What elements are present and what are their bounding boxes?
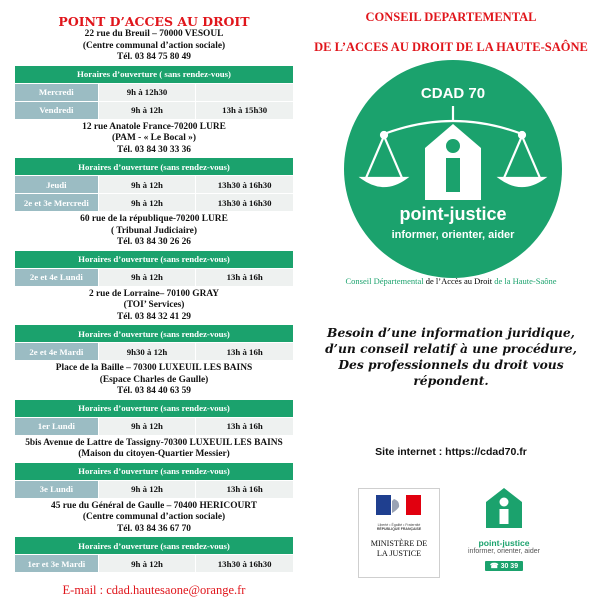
- hours-day: 2e et 4e Mardi: [15, 343, 99, 361]
- opening-hours-table: [14, 324, 294, 361]
- hours-day: 1er Lundi: [15, 417, 99, 435]
- hours-morning: 9h à 12h: [98, 480, 196, 498]
- caption-part2: de l’Accès au Droit: [423, 276, 495, 286]
- hours-row: [15, 176, 294, 194]
- office-block: [14, 214, 294, 287]
- email-contact[interactable]: E-mail : cdad.hautesaone@orange.fr: [62, 583, 246, 597]
- office-block: [14, 29, 294, 120]
- office-phone[interactable]: Tél. 03 84 36 67 70: [117, 523, 191, 534]
- office-address: 60 rue de la république-70200 LURE: [80, 214, 228, 224]
- office-venue: (TOI’ Services): [123, 300, 185, 310]
- hours-row: [15, 83, 294, 101]
- hours-morning: 9h à 12h: [98, 101, 196, 119]
- republic-name: RÉPUBLIQUE FRANÇAISE: [376, 527, 422, 531]
- office-phone[interactable]: Tél. 03 84 40 63 59: [117, 386, 191, 396]
- hours-header: Horaires d’ouverture (sans rendez-vous): [15, 250, 294, 268]
- hours-header: Horaires d’ouverture (sans rendez-vous): [15, 462, 294, 480]
- council-caption: [302, 276, 600, 286]
- hours-afternoon: 13h30 à 16h30: [196, 555, 294, 573]
- point-justice-small-logo: [444, 486, 564, 573]
- hours-row: [15, 555, 294, 573]
- office-address: 22 rue du Breuil – 70000 VESOUL: [84, 29, 224, 39]
- hours-header-row: [15, 250, 294, 268]
- hours-morning: 9h à 12h: [98, 194, 196, 212]
- office-block: [14, 438, 294, 499]
- ministry-name-line1: MINISTÈRE DE: [370, 539, 428, 548]
- tagline-line: Besoin d’une information juridique,: [327, 325, 575, 340]
- tagline-line: Des professionnels du droit vous: [338, 357, 564, 372]
- hours-header: Horaires d’ouverture (sans rendez-vous): [15, 325, 294, 343]
- hours-row: [15, 268, 294, 286]
- hours-day: Mercredi: [15, 83, 99, 101]
- hours-morning: 9h à 12h: [98, 176, 196, 194]
- office-address: 12 rue Anatole France-70200 LURE: [82, 121, 226, 132]
- hours-afternoon: 13h à 15h30: [196, 101, 294, 119]
- opening-hours-table: [14, 399, 294, 436]
- hours-row: [15, 480, 294, 498]
- hours-day: 2e et 4e Lundi: [15, 268, 99, 286]
- republic-motto: Liberté • Égalité • Fraternité: [377, 523, 421, 527]
- office-venue: (Centre communal d’action sociale): [82, 512, 226, 522]
- hours-afternoon: 13h à 16h: [196, 480, 294, 498]
- office-block: [14, 122, 294, 213]
- website-link[interactable]: Site internet : https://cdad70.fr: [375, 446, 527, 458]
- office-phone[interactable]: Tél. 03 84 75 80 49: [117, 52, 191, 62]
- hours-row: [15, 417, 294, 435]
- cdad-logo: [344, 60, 562, 278]
- opening-hours-table: [14, 536, 294, 573]
- hours-morning: 9h à 12h: [98, 417, 196, 435]
- office-address: 45 rue du Général de Gaulle – 70400 HERICOURT: [51, 500, 257, 511]
- opening-hours-table: [14, 250, 294, 287]
- council-title-line1: CONSEIL DEPARTEMENTAL: [365, 10, 537, 24]
- hours-afternoon: 13h à 16h: [196, 417, 294, 435]
- pj-brand: point-justice: [478, 538, 530, 548]
- office-phone[interactable]: Tél. 03 84 30 26 26: [117, 237, 191, 247]
- hours-header-row: [15, 325, 294, 343]
- office-venue: (Maison du citoyen-Quartier Messier): [78, 449, 230, 459]
- office-venue: (Centre communal d’action sociale): [82, 40, 226, 51]
- office-address: 2 rue de Lorraine– 70100 GRAY: [88, 288, 220, 299]
- hours-header-row: [15, 399, 294, 417]
- hours-day: Jeudi: [15, 176, 99, 194]
- hours-day: 2e et 3e Mercredi: [15, 194, 99, 212]
- caption-part1: Conseil Départemental: [345, 276, 424, 286]
- logo-slogan-text: informer, orienter, aider: [391, 229, 515, 241]
- tagline-line: d’un conseil relatif à une procédure,: [325, 341, 577, 356]
- opening-hours-table: [14, 65, 294, 120]
- office-block: [14, 501, 294, 574]
- marianne-flag-icon: [366, 495, 432, 523]
- hours-morning: 9h à 12h30: [98, 83, 196, 101]
- hours-header-row: [15, 65, 294, 83]
- offices-list: [14, 29, 294, 573]
- office-block: [14, 289, 294, 362]
- office-block: [14, 363, 294, 436]
- hours-header: Horaires d’ouverture (sans rendez-vous): [15, 537, 294, 555]
- hours-afternoon: 13h à 16h: [196, 268, 294, 286]
- hours-header: Horaires d’ouverture (sans rendez-vous): [15, 399, 294, 417]
- office-venue: (PAM - « Le Bocal »): [112, 133, 196, 143]
- hours-afternoon: [196, 83, 294, 101]
- office-address: 5bis Avenue de Lattre de Tassigny-70300 LUXEUIL LES BAINS: [25, 437, 283, 448]
- pj-phone-badge[interactable]: [485, 561, 523, 571]
- ministry-of-justice-logo: [358, 488, 440, 578]
- hours-morning: 9h à 12h: [98, 268, 196, 286]
- ministry-name: [359, 539, 439, 558]
- info-house-icon: [482, 486, 526, 530]
- hours-afternoon: 13h à 16h: [196, 343, 294, 361]
- hours-row: [15, 101, 294, 119]
- hours-header-row: [15, 158, 294, 176]
- access-points-title: POINT D’ACCES AU DROIT: [58, 14, 250, 29]
- logo-brand-text: point-justice: [399, 204, 507, 224]
- hours-afternoon: 13h30 à 16h30: [196, 176, 294, 194]
- office-venue: ( Tribunal Judiciaire): [111, 225, 197, 236]
- hours-row: [15, 343, 294, 361]
- hours-header-row: [15, 537, 294, 555]
- hours-afternoon: 13h30 à 16h30: [196, 194, 294, 212]
- ministry-name-line2: LA JUSTICE: [376, 548, 422, 558]
- hours-day: Vendredi: [15, 101, 99, 119]
- office-address: Place de la Baille – 70300 LUXEUIL LES BAINS: [55, 363, 253, 373]
- tagline: [302, 325, 600, 389]
- hours-row: [15, 194, 294, 212]
- caption-part3: de la Haute-Saône: [494, 276, 557, 286]
- hours-header-row: [15, 462, 294, 480]
- cdad-column: [302, 0, 600, 597]
- office-phone[interactable]: Tél. 03 84 30 33 36: [117, 144, 191, 155]
- opening-hours-table: [14, 157, 294, 212]
- pj-slogan: informer, orienter, aider: [468, 548, 540, 555]
- office-venue: (Espace Charles de Gaulle): [99, 374, 209, 385]
- access-points-column: [14, 14, 294, 598]
- tagline-line: répondent.: [413, 373, 489, 388]
- council-title-line2: DE L’ACCES AU DROIT DE LA HAUTE-SAÔNE: [314, 40, 588, 54]
- pj-phone-number: 30 39: [500, 563, 519, 570]
- hours-morning: 9h30 à 12h: [98, 343, 196, 361]
- office-phone[interactable]: Tél. 03 84 32 41 29: [117, 311, 191, 322]
- hours-header: Horaires d’ouverture ( sans rendez-vous): [15, 65, 294, 83]
- logo-cdad-text: CDAD 70: [420, 85, 486, 102]
- hours-day: 1er et 3e Mardi: [15, 555, 99, 573]
- hours-header: Horaires d’ouverture (sans rendez-vous): [15, 158, 294, 176]
- phone-icon: ☎: [489, 563, 499, 570]
- hours-morning: 9h à 12h: [98, 555, 196, 573]
- hours-day: 3e Lundi: [15, 480, 99, 498]
- opening-hours-table: [14, 462, 294, 499]
